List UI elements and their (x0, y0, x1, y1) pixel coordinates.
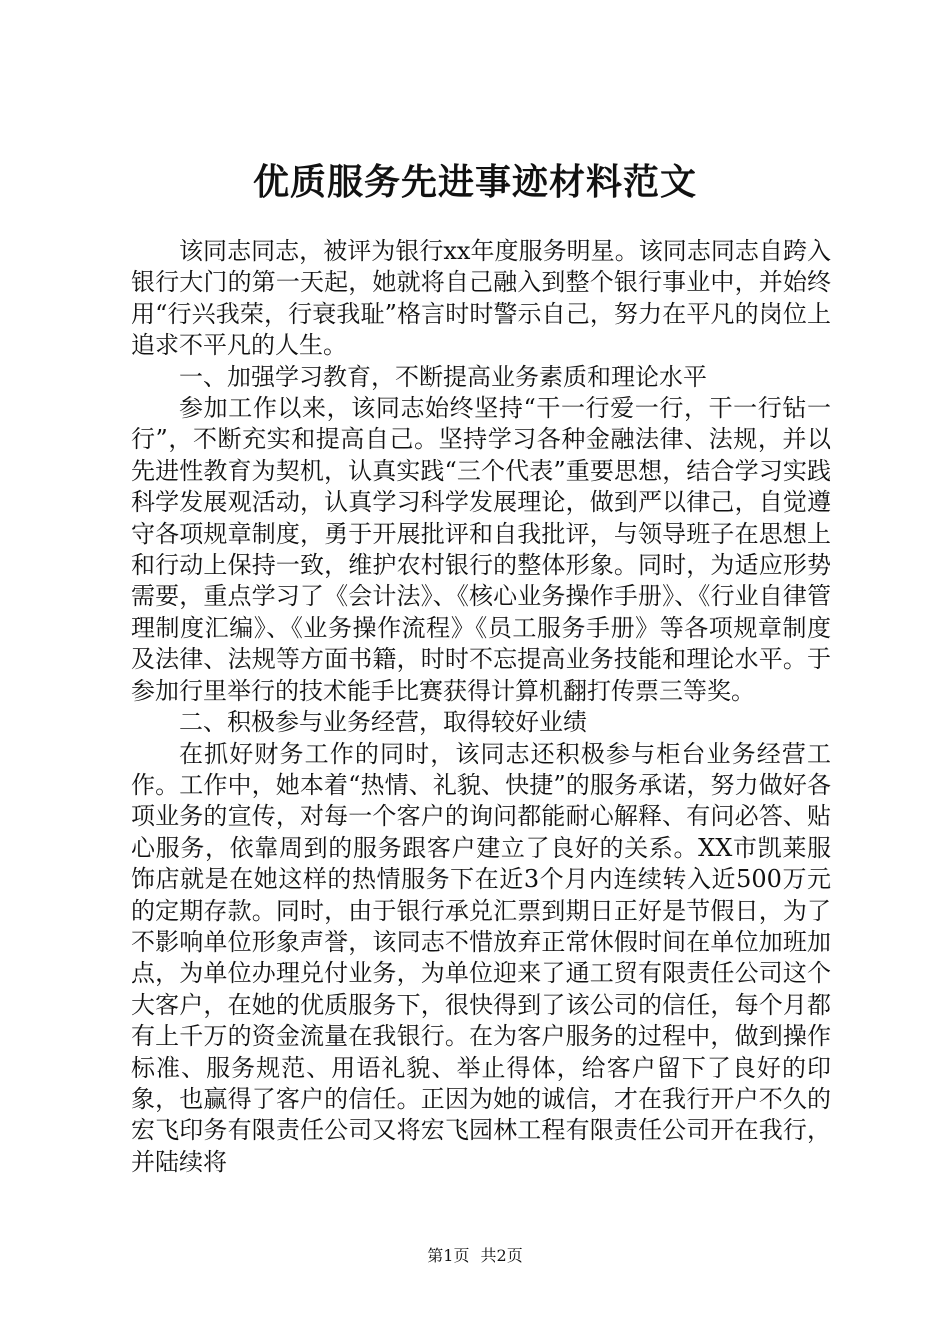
document-title: 优质服务先进事迹材料范文 (252, 161, 697, 203)
page-footer (0, 1245, 950, 1267)
paragraph-section-1: 参加工作以来，该同志始终坚持“干一行爱一行，干一行钻一行”，不断充实和提高自己。坚持学习各种金融法律、法规，并以先进性教育为契机，认真实践“三个代表”重要思想，结合学习实践科学发展观活动，认真学习科学发展理论，做到严以律己，自觉遵守各项规章制度，勇于开展批评和自我批评，与领导班子在思想上和行动上保持一致，维护农村银行的整体形象。同时，为适应形势需要，重点学习了《会计法》、《核心业务操作手册》、《行业自律管理制度汇编》、《业务操作流程》《员工服务手册》等各项规章制度及法律、法规等方面书籍，时时不忘提高业务技能和理论水平。于参加行里举行的技术能手比赛获得计算机翻打传票三等奖。 (131, 394, 831, 705)
paragraph-section-2: 在抓好财务工作的同时，该同志还积极参与柜台业务经营工作。工作中，她本着“热情、礼貌、快捷”的服务承诺，努力做好各项业务的宣传，对每一个客户的询问都能耐心解释、有问必答、贴心服务，依靠周到的服务跟客户建立了良好的关系。XX市凯莱服饰店就是在她这样的热情服务下在近3个月内连续转入近500万元的定期存款。同时，由于银行承兑汇票到期日正好是节假日，为了不影响单位形象声誉，该同志不惜放弃正常休假时间在单位加班加点，为单位办理兑付业务，为单位迎来了通工贸有限责任公司这个大客户，在她的优质服务下，很快得到了该公司的信任，每个月都有上千万的资金流量在我银行。在为客户服务的过程中，做到操作标准、服务规范、用语礼貌、举止得体，给客户留下了良好的印象，也赢得了客户的信任。正因为她的诚信，才在我行开户不久的宏飞印务有限责任公司又将宏飞园林工程有限责任公司开在我行，并陆续将 (131, 739, 831, 1176)
page-number: 第1页 (427, 1246, 470, 1265)
section-heading-2: 二、积极参与业务经营，取得较好业绩 (179, 708, 587, 737)
paragraph-intro: 该同志同志，被评为银行xx年度服务明星。该同志同志自跨入银行大门的第一天起，她就将自己融入到整个银行事业中，并始终用“行兴我荣，行衰我耻”格言时时警示自己，努力在平凡的岗位上追求不平凡的人生。 (131, 237, 831, 360)
document-body (131, 236, 831, 1178)
section-heading-1: 一、加强学习教育，不断提高业务素质和理论水平 (179, 362, 707, 391)
page-total: 共2页 (480, 1246, 523, 1265)
